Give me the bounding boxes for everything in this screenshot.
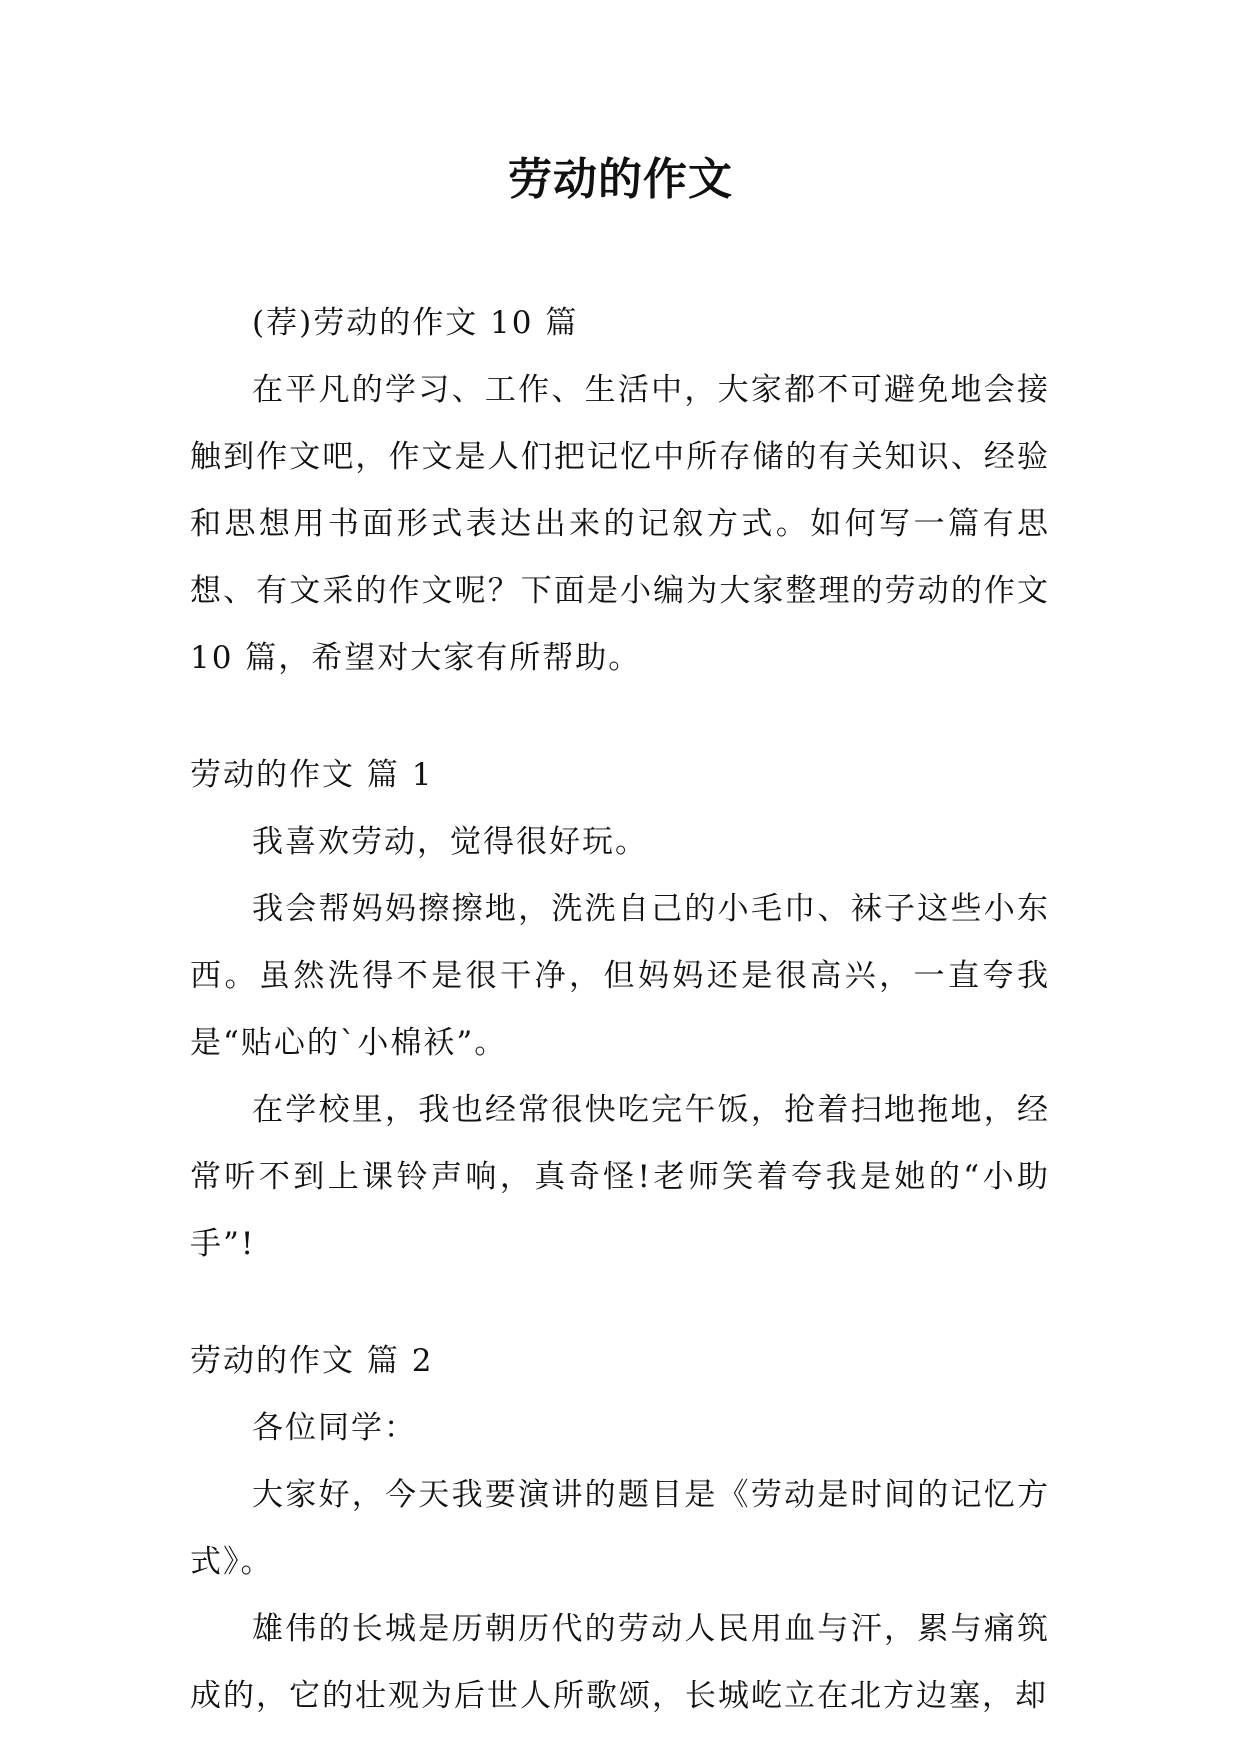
section-2-paragraph-2: 大家好，今天我要演讲的题目是《劳动是时间的记忆方式》。: [190, 1477, 1050, 1580]
section-1-paragraph-1: 我喜欢劳动，觉得很好玩。: [252, 824, 648, 860]
section-1-paragraph-2: 我会帮妈妈擦擦地，洗洗自己的小毛巾、袜子这些小东西。虽然洗得不是很干净，但妈妈还是很高兴，一直夸我是“贴心的`小棉袄”。: [190, 891, 1050, 1061]
section-heading-1: 劳动的作文 篇 1: [190, 757, 434, 793]
document-body: [190, 290, 1050, 1730]
document-subtitle: (荐)劳动的作文 10 篇: [252, 305, 579, 341]
section-1-paragraph-3: 在学校里，我也经常很快吃完午饭，抢着扫地拖地，经常听不到上课铃声响，真奇怪!老师笑着夸我是她的“小助手”!: [190, 1092, 1050, 1262]
section-2-paragraph-1: 各位同学：: [252, 1410, 417, 1446]
document-title: 劳动的作文: [508, 154, 733, 205]
section-heading-2: 劳动的作文 篇 2: [190, 1343, 434, 1379]
intro-paragraph: 在平凡的学习、工作、生活中，大家都不可避免地会接触到作文吧，作文是人们把记忆中所存储的有关知识、经验和思想用书面形式表达出来的记叙方式。如何写一篇有思想、有文采的作文呢？下面是小编为大家整理的劳动的作文 10 篇，希望对大家有所帮助。: [190, 372, 1050, 676]
section-2-paragraph-3: 雄伟的长城是历朝历代的劳动人民用血与汗，累与痛筑成的，它的壮观为后世人所歌颂，长城屹立在北方边塞，却: [190, 1611, 1050, 1714]
